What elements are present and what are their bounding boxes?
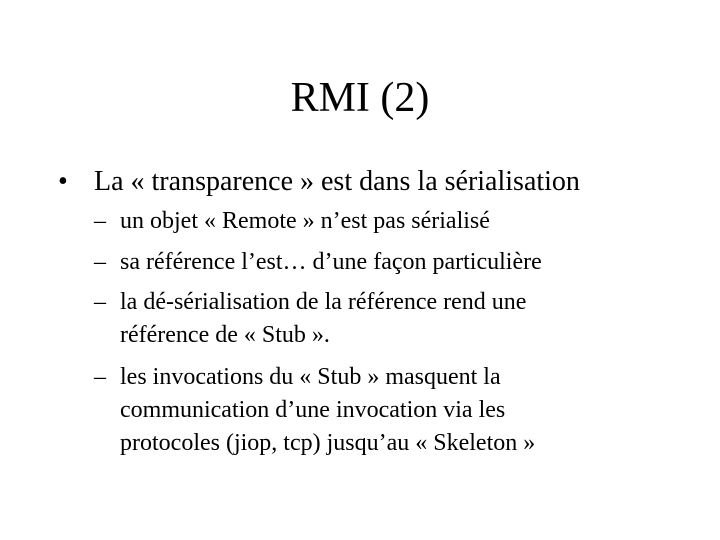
sub-item-4-line-1: les invocations du « Stub » masquent la: [120, 364, 501, 390]
sub-item-3-line-1: la dé-sérialisation de la référence rend une: [120, 289, 527, 315]
sub-item-3-line-2: référence de « Stub ».: [120, 322, 330, 348]
dash-marker: –: [94, 249, 106, 275]
sub-item-1: [94, 205, 490, 238]
main-bullet: [58, 164, 580, 200]
dash-marker: –: [94, 208, 106, 234]
sub-item-4: [94, 361, 501, 394]
sub-item-4-line-3: protocoles (jiop, tcp) jusqu’au « Skeleton »: [120, 430, 536, 456]
sub-item-2: [94, 246, 542, 279]
sub-item-1-line-1: un objet « Remote » n’est pas sérialisé: [120, 208, 490, 234]
sub-item-2-line-1: sa référence l’est… d’une façon particulière: [120, 249, 542, 275]
slide-title: RMI (2): [290, 75, 430, 121]
bullet-marker: •: [58, 166, 68, 197]
dash-marker: –: [94, 289, 106, 315]
main-bullet-text: La « transparence » est dans la sérialisation: [94, 166, 580, 197]
sub-item-4-line-2: communication d’une invocation via les: [120, 397, 506, 423]
sub-item-3: [94, 286, 526, 319]
dash-marker: –: [94, 364, 106, 390]
